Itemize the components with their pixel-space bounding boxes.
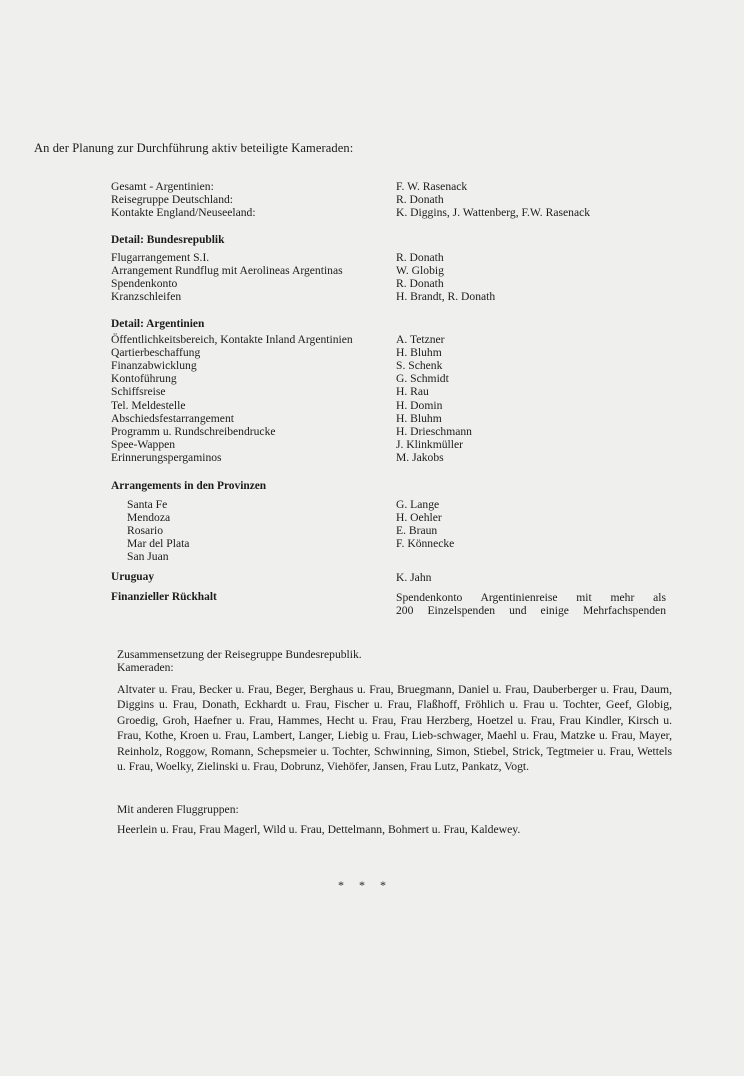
role-label: Kranzschleifen [111, 290, 182, 304]
role-name: H. Bluhm [396, 411, 442, 425]
role-label: Santa Fe [127, 498, 168, 512]
role-row [111, 524, 671, 537]
role-label: Kontakte England/Neuseeland: [111, 206, 256, 220]
role-label: Finanzabwicklung [111, 359, 197, 373]
role-row [111, 206, 671, 219]
role-row [111, 180, 671, 193]
role-name: H. Bluhm [396, 346, 442, 360]
funding-line: Spendenkonto Argentinienreise mit mehr als [396, 591, 666, 604]
role-label: Spee-Wappen [111, 437, 176, 451]
role-name: H. Brandt, R. Donath [396, 290, 496, 304]
role-row [111, 264, 671, 277]
role-label: Abschiedsfestarrangement [111, 411, 234, 425]
role-row [111, 277, 671, 290]
section-finanzieller-rueckhalt [111, 591, 671, 617]
role-row [111, 438, 671, 451]
role-label: Kontoführung [111, 372, 177, 386]
role-row [111, 571, 671, 584]
role-label: Schiffsreise [111, 385, 166, 399]
section-separator: * * * [338, 878, 392, 892]
role-name: F. W. Rasenack [396, 180, 468, 193]
role-name: J. Klinkmüller [396, 437, 463, 451]
member-list: Altvater u. Frau, Becker u. Frau, Beger, Berghaus u. Frau, Bruegmann, Daniel u. Frau, Dauberberger u. Frau, Daum, Diggins u. Frau, Donath, Eckhardt u. Frau, Fischer u. Frau, Flaßhoff, Fröhlich u. Frau u. Tochter, Geef, Globig, Groedig, Groh, Haefner u. Frau, Hammes, Hecht u. Frau, Frau Herzberg, Hoetzel u. Frau, Frau Kindler, Kirsch u. Frau, Kothe, Kroen u. Frau, Lambert, Langer, Liebig u. Frau, Lieb-schwager, Maehl u. Frau, Matzke u. Frau, Mayer, Reinholz, Roggow, Romann, Schepsmeier u. Tochter, Schwinning, Simon, Stiebel, Strick, Tegtmeier u. Frau, Wettels u. Frau, Woelky, Zielinski u. Frau, Dobrunz, Viehöfer, Jansen, Frau Lutz, Pankatz, Vogt. [117, 683, 672, 774]
role-row [111, 537, 671, 550]
composition-heading [117, 648, 672, 674]
role-label: Flugarrangement S.I. [111, 251, 210, 265]
role-name: R. Donath [396, 251, 444, 265]
section-heading: Uruguay [111, 571, 155, 583]
role-row [111, 333, 671, 346]
composition-subtitle: Kameraden: [117, 661, 174, 675]
role-label: Mendoza [127, 511, 171, 525]
role-row [111, 550, 671, 563]
role-row [111, 372, 671, 385]
section-heading: Detail: Argentinien [111, 318, 205, 330]
role-name: S. Schenk [396, 359, 443, 373]
role-label: Programm u. Rundschreibendrucke [111, 424, 276, 438]
role-label: San Juan [127, 550, 169, 564]
role-row [111, 498, 671, 511]
overall-roles [111, 180, 671, 219]
role-label: Öffentlichkeitsbereich, Kontakte Inland Argentinien [111, 333, 353, 347]
role-name: R. Donath [396, 277, 444, 291]
role-row [111, 346, 671, 359]
role-name: K. Diggins, J. Wattenberg, F.W. Rasenack [396, 206, 591, 220]
role-name: H. Rau [396, 385, 429, 399]
composition-title: Zusammensetzung der Reisegruppe Bundesrepublik. [117, 648, 362, 661]
role-name: G. Schmidt [396, 372, 449, 386]
role-label: Reisegruppe Deutschland: [111, 193, 234, 207]
role-name: H. Drieschmann [396, 424, 472, 438]
role-row [111, 359, 671, 372]
role-row [111, 399, 671, 412]
section-heading: Detail: Bundesrepublik [111, 234, 225, 246]
role-row [111, 591, 671, 617]
role-name: F. Könnecke [396, 537, 455, 551]
section-heading: Arrangements in den Provinzen [111, 480, 267, 492]
role-row [111, 193, 671, 206]
role-row [111, 425, 671, 438]
role-name: E. Braun [396, 524, 438, 538]
funding-line: 200 Einzelspenden und einige Mehrfachspenden [396, 604, 666, 618]
section-provinzen [111, 480, 671, 564]
role-label: Mar del Plata [127, 537, 190, 551]
section-argentinien [111, 318, 671, 464]
role-name: K. Jahn [396, 571, 432, 584]
role-name: A. Tetzner [396, 333, 445, 347]
role-row [111, 451, 671, 464]
role-row [111, 251, 671, 264]
role-name [396, 550, 671, 563]
role-label: Arrangement Rundflug mit Aerolineas Argentinas [111, 264, 343, 278]
funding-note [396, 591, 671, 617]
role-row [111, 412, 671, 425]
role-label: Spendenkonto [111, 277, 178, 291]
role-row [111, 511, 671, 524]
role-row [111, 290, 671, 303]
role-label: Rosario [127, 524, 164, 538]
section-uruguay [111, 571, 671, 584]
role-name: W. Globig [396, 264, 444, 278]
other-groups-heading: Mit anderen Fluggruppen: [117, 803, 239, 816]
role-name: M. Jakobs [396, 450, 444, 464]
role-name: G. Lange [396, 498, 440, 512]
role-name: R. Donath [396, 193, 444, 207]
role-name: H. Domin [396, 398, 443, 412]
intro-line: An der Planung zur Durchführung aktiv beteiligte Kameraden: [34, 141, 354, 155]
role-label: Erinnerungspergaminos [111, 450, 222, 464]
role-row [111, 385, 671, 398]
section-heading: Finanzieller Rückhalt [111, 591, 217, 603]
role-label: Tel. Meldestelle [111, 398, 186, 412]
role-name: H. Oehler [396, 511, 442, 525]
section-bundesrepublik [111, 234, 671, 303]
role-label: Qartierbeschaffung [111, 346, 201, 360]
other-groups-list: Heerlein u. Frau, Frau Magerl, Wild u. Frau, Dettelmann, Bohmert u. Frau, Kaldewey. [117, 823, 521, 836]
role-label: Gesamt - Argentinien: [111, 180, 214, 193]
